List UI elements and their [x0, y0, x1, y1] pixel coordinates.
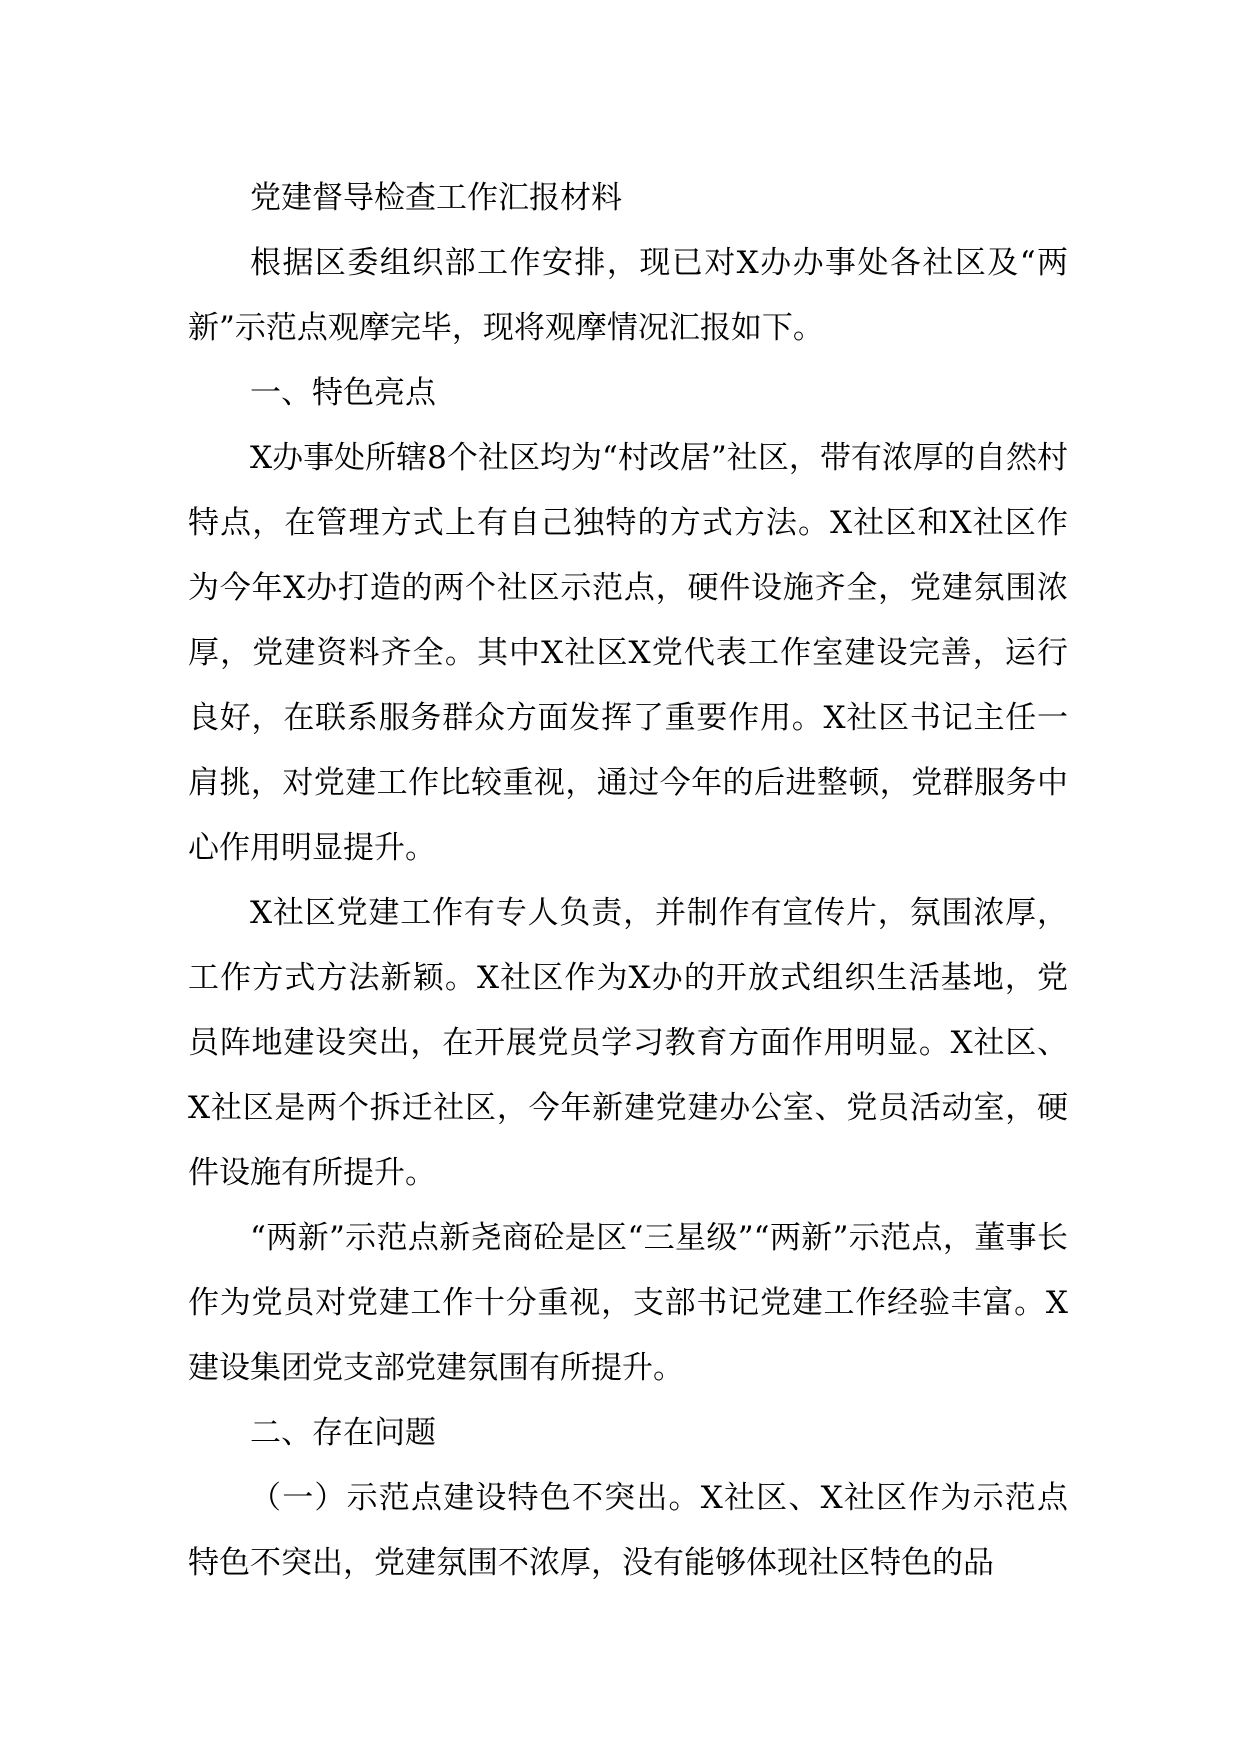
section-heading-problems: 二、存在问题: [250, 1415, 436, 1451]
section-heading-highlights: 一、特色亮点: [250, 375, 436, 411]
problems-paragraph-1: （一）示范点建设特色不突出。X社区、X社区作为示范点特色不突出，党建氛围不浓厚，没有能够体现社区特色的品: [188, 1480, 1068, 1581]
document-body: [188, 166, 1068, 1596]
highlights-paragraph-3: “两新”示范点新尧商砼是区“三星级”“两新”示范点，董事长作为党员对党建工作十分重视，支部书记党建工作经验丰富。X建设集团党支部党建氛围有所提升。: [188, 1220, 1068, 1386]
intro-paragraph: 根据区委组织部工作安排，现已对X办办事处各社区及“两新”示范点观摩完毕，现将观摩情况汇报如下。: [188, 245, 1068, 346]
document-title: 党建督导检查工作汇报材料: [250, 180, 622, 216]
highlights-paragraph-2: X社区党建工作有专人负责，并制作有宣传片，氛围浓厚，工作方式方法新颖。X社区作为X办的开放式组织生活基地，党员阵地建设突出，在开展党员学习教育方面作用明显。X社区、X社区是两个拆迁社区，今年新建党建办公室、党员活动室，硬件设施有所提升。: [188, 895, 1068, 1191]
highlights-paragraph-1: X办事处所辖8个社区均为“村改居”社区，带有浓厚的自然村特点，在管理方式上有自己独特的方式方法。X社区和X社区作为今年X办打造的两个社区示范点，硬件设施齐全，党建氛围浓厚，党建资料齐全。其中X社区X党代表工作室建设完善，运行良好，在联系服务群众方面发挥了重要作用。X社区书记主任一肩挑，对党建工作比较重视，通过今年的后进整顿，党群服务中心作用明显提升。: [188, 440, 1068, 866]
